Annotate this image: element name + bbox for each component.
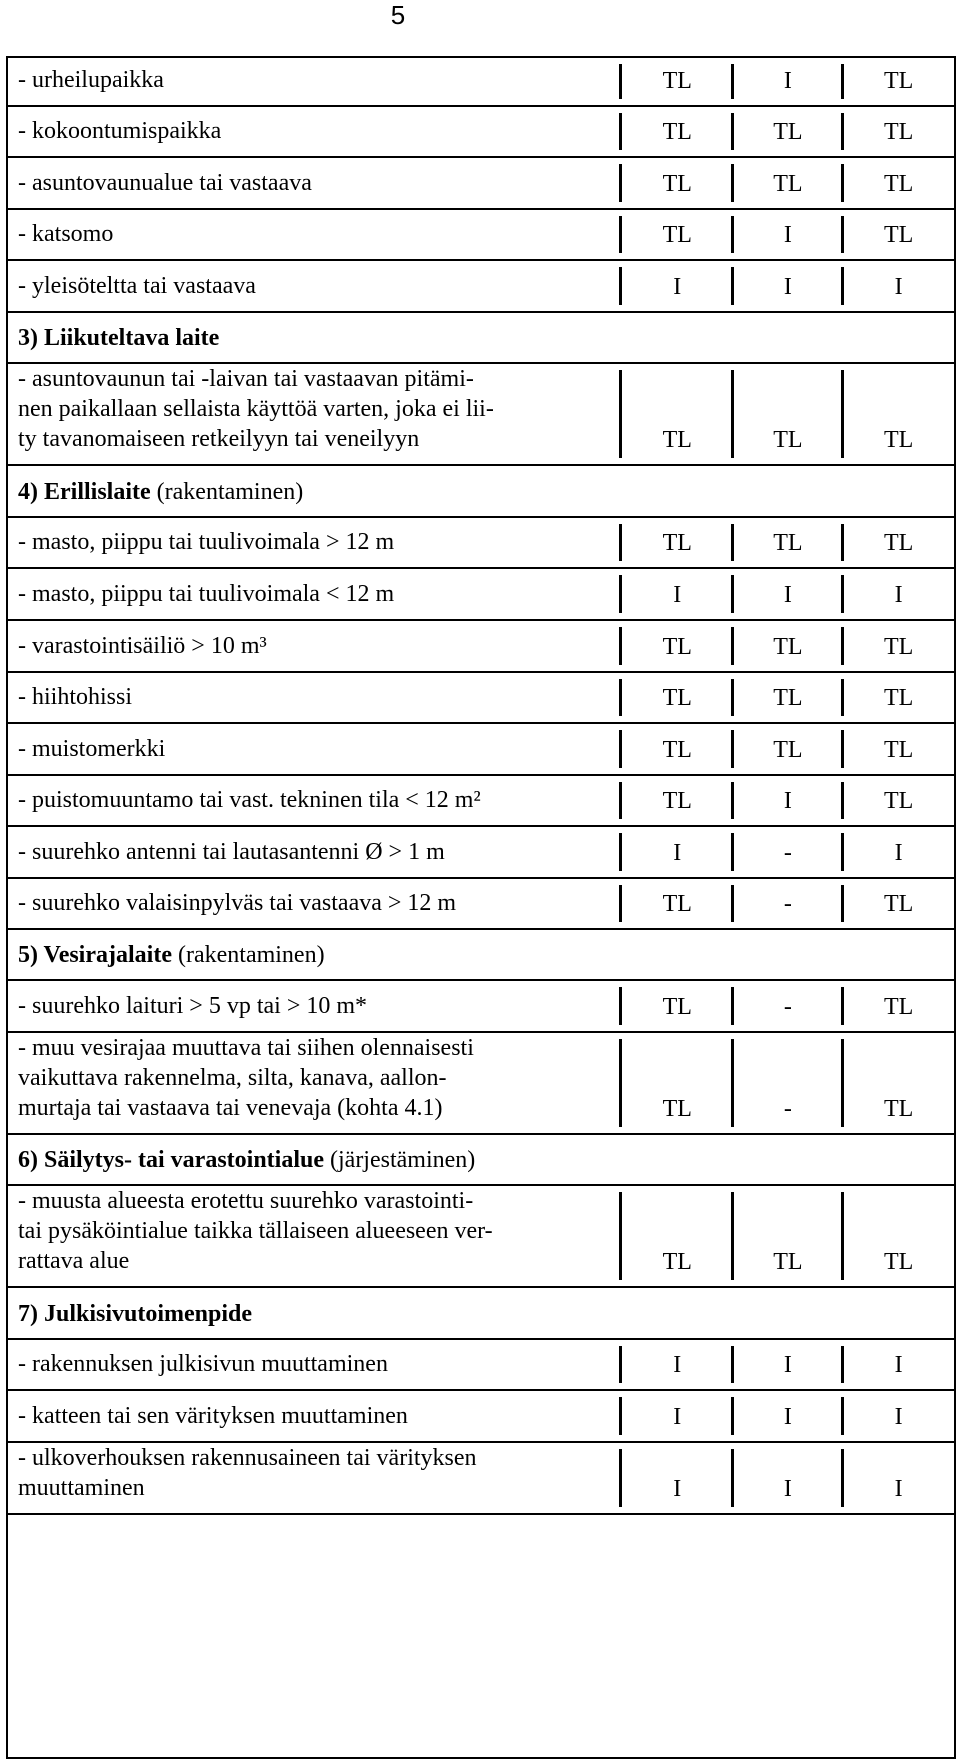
row-label [8,1186,622,1288]
row-label-line: - suurehko laituri > 5 vp tai > 10 m* [18,993,368,1019]
value-cell-3: TL [843,879,954,930]
table-row [8,1443,954,1515]
row-label [8,879,622,930]
value-cell-2: I [733,210,844,261]
section-subtitle: (rakentaminen) [171,942,325,968]
row-label-line: - masto, piippu tai tuulivoimala > 12 m [18,529,395,555]
table-row [8,981,954,1033]
value-cell-2: I [733,1443,844,1515]
value-cell-1: TL [622,673,733,724]
row-label-line: - katteen tai sen värityksen muuttaminen [18,1403,408,1429]
value-cell-3: TL [843,1186,954,1288]
value-cell-3: TL [843,673,954,724]
permit-table-body [8,58,954,1515]
row-label [8,724,622,776]
table-row [8,1391,954,1443]
row-label-line: - puistomuuntamo tai vast. tekninen tila < 12 m² [18,787,481,813]
value-cell-1: TL [622,621,733,673]
row-label-line: - masto, piippu tai tuulivoimala < 12 m [18,581,395,607]
section-heading-row [8,1135,954,1186]
value-cell-3: TL [843,58,954,107]
section-subtitle: (järjestäminen) [324,1147,476,1173]
section-subtitle: (rakentaminen) [150,479,304,505]
value-cell-2: I [733,1391,844,1443]
permit-table [6,56,956,1759]
value-cell-2: - [733,827,844,879]
value-cell-3: I [843,1391,954,1443]
value-cell-2: TL [733,673,844,724]
value-cell-2: I [733,58,844,107]
value-cell-2: I [733,569,844,621]
value-cell-1: TL [622,1186,733,1288]
value-cell-3: TL [843,621,954,673]
section-heading-row [8,930,954,981]
value-cell-3: TL [843,724,954,776]
table-row [8,673,954,724]
value-cell-1: I [622,1340,733,1391]
value-cell-1: I [622,1443,733,1515]
section-heading [8,1135,954,1186]
value-cell-2: I [733,776,844,827]
value-cell-1: TL [622,981,733,1033]
value-cell-1: TL [622,776,733,827]
row-label-line: - suurehko antenni tai lautasantenni Ø > 1 m [18,839,445,865]
table-row [8,1033,954,1135]
row-label-line: - muusta alueesta erotettu suurehko varastointi- [18,1188,474,1214]
row-label-line: - muu vesirajaa muuttava tai siihen olennaisesti [18,1035,474,1061]
table-row [8,107,954,158]
value-cell-3: I [843,827,954,879]
value-cell-1: TL [622,518,733,569]
section-title: 6) Säilytys- tai varastointialue [18,1147,324,1173]
value-cell-1: I [622,1391,733,1443]
value-cell-2: - [733,981,844,1033]
row-label [8,569,622,621]
value-cell-3: I [843,1340,954,1391]
table-row [8,518,954,569]
row-label [8,1443,622,1515]
value-cell-3: TL [843,776,954,827]
section-title: 3) Liikuteltava laite [18,325,220,351]
row-label [8,518,622,569]
row-label [8,981,622,1033]
row-label-line: - urheilupaikka [18,67,164,93]
page-number: 5 [390,0,406,30]
table-row [8,364,954,466]
value-cell-1: TL [622,210,733,261]
table-row [8,879,954,930]
row-label-line: nen paikallaan sellaista käyttöä varten, joka ei lii- [18,396,494,422]
table-row [8,776,954,827]
section-heading-row [8,466,954,518]
value-cell-1: TL [622,158,733,210]
value-cell-3: TL [843,158,954,210]
table-row [8,724,954,776]
value-cell-2: TL [733,724,844,776]
row-label-line: - rakennuksen julkisivun muuttaminen [18,1351,388,1377]
value-cell-3: TL [843,981,954,1033]
value-cell-3: TL [843,107,954,158]
value-cell-1: TL [622,724,733,776]
section-heading-row [8,313,954,364]
section-title: 5) Vesirajalaite [18,942,172,968]
section-heading [8,466,954,518]
value-cell-2: I [733,261,844,313]
table-row [8,621,954,673]
row-label [8,1340,622,1391]
row-label-line: - katsomo [18,221,114,247]
section-title: 7) Julkisivutoimenpide [18,1301,253,1327]
value-cell-1: I [622,261,733,313]
section-heading [8,313,954,364]
value-cell-1: TL [622,107,733,158]
row-label [8,827,622,879]
row-label [8,1391,622,1443]
value-cell-3: I [843,261,954,313]
row-label-line: rattava alue [18,1248,130,1274]
value-cell-3: TL [843,364,954,466]
row-label-line: - muistomerkki [18,736,166,762]
value-cell-2: TL [733,364,844,466]
row-label [8,364,622,466]
row-label-line: - varastointisäiliö > 10 m³ [18,633,267,659]
value-cell-1: I [622,827,733,879]
value-cell-1: TL [622,58,733,107]
value-cell-1: TL [622,1033,733,1135]
section-title: 4) Erillislaite [18,479,151,505]
row-label [8,210,622,261]
table-row [8,827,954,879]
row-label-line: tai pysäköintialue taikka tällaiseen alueeseen ver- [18,1218,493,1244]
value-cell-3: TL [843,210,954,261]
row-label-line: murtaja tai vastaava tai venevaja (kohta 4.1) [18,1095,443,1121]
value-cell-1: I [622,569,733,621]
value-cell-2: I [733,1340,844,1391]
row-label-line: - asuntovaunun tai -laivan tai vastaavan pitämi- [18,366,474,392]
value-cell-2: TL [733,621,844,673]
table-row [8,1186,954,1288]
table-row [8,210,954,261]
row-label [8,107,622,158]
value-cell-3: I [843,1443,954,1515]
row-label [8,776,622,827]
table-row [8,1340,954,1391]
value-cell-2: TL [733,107,844,158]
value-cell-2: TL [733,1186,844,1288]
value-cell-1: TL [622,364,733,466]
row-label-line: muuttaminen [18,1475,145,1501]
row-label [8,261,622,313]
row-label-line: vaikuttava rakennelma, silta, kanava, aallon- [18,1065,447,1091]
row-label-line: - ulkoverhouksen rakennusaineen tai värityksen [18,1445,477,1471]
table-row [8,569,954,621]
value-cell-2: - [733,1033,844,1135]
value-cell-1: TL [622,879,733,930]
row-label [8,158,622,210]
row-label-line: - suurehko valaisinpylväs tai vastaava > 12 m [18,890,457,916]
row-label-line: - yleisöteltta tai vastaava [18,273,256,299]
value-cell-2: TL [733,518,844,569]
row-label [8,1033,622,1135]
value-cell-3: TL [843,1033,954,1135]
row-label-line: - asuntovaunualue tai vastaava [18,170,312,196]
table-row [8,58,954,107]
row-label-line: ty tavanomaiseen retkeilyyn tai veneilyyn [18,426,420,452]
value-cell-3: TL [843,518,954,569]
table-row [8,261,954,313]
row-label [8,58,622,107]
value-cell-3: I [843,569,954,621]
value-cell-2: TL [733,158,844,210]
section-heading [8,930,954,981]
row-label [8,673,622,724]
section-heading-row [8,1288,954,1340]
table-row [8,158,954,210]
row-label-line: - hiihtohissi [18,684,133,710]
row-label-line: - kokoontumispaikka [18,118,222,144]
section-heading [8,1288,954,1340]
value-cell-2: - [733,879,844,930]
row-label [8,621,622,673]
